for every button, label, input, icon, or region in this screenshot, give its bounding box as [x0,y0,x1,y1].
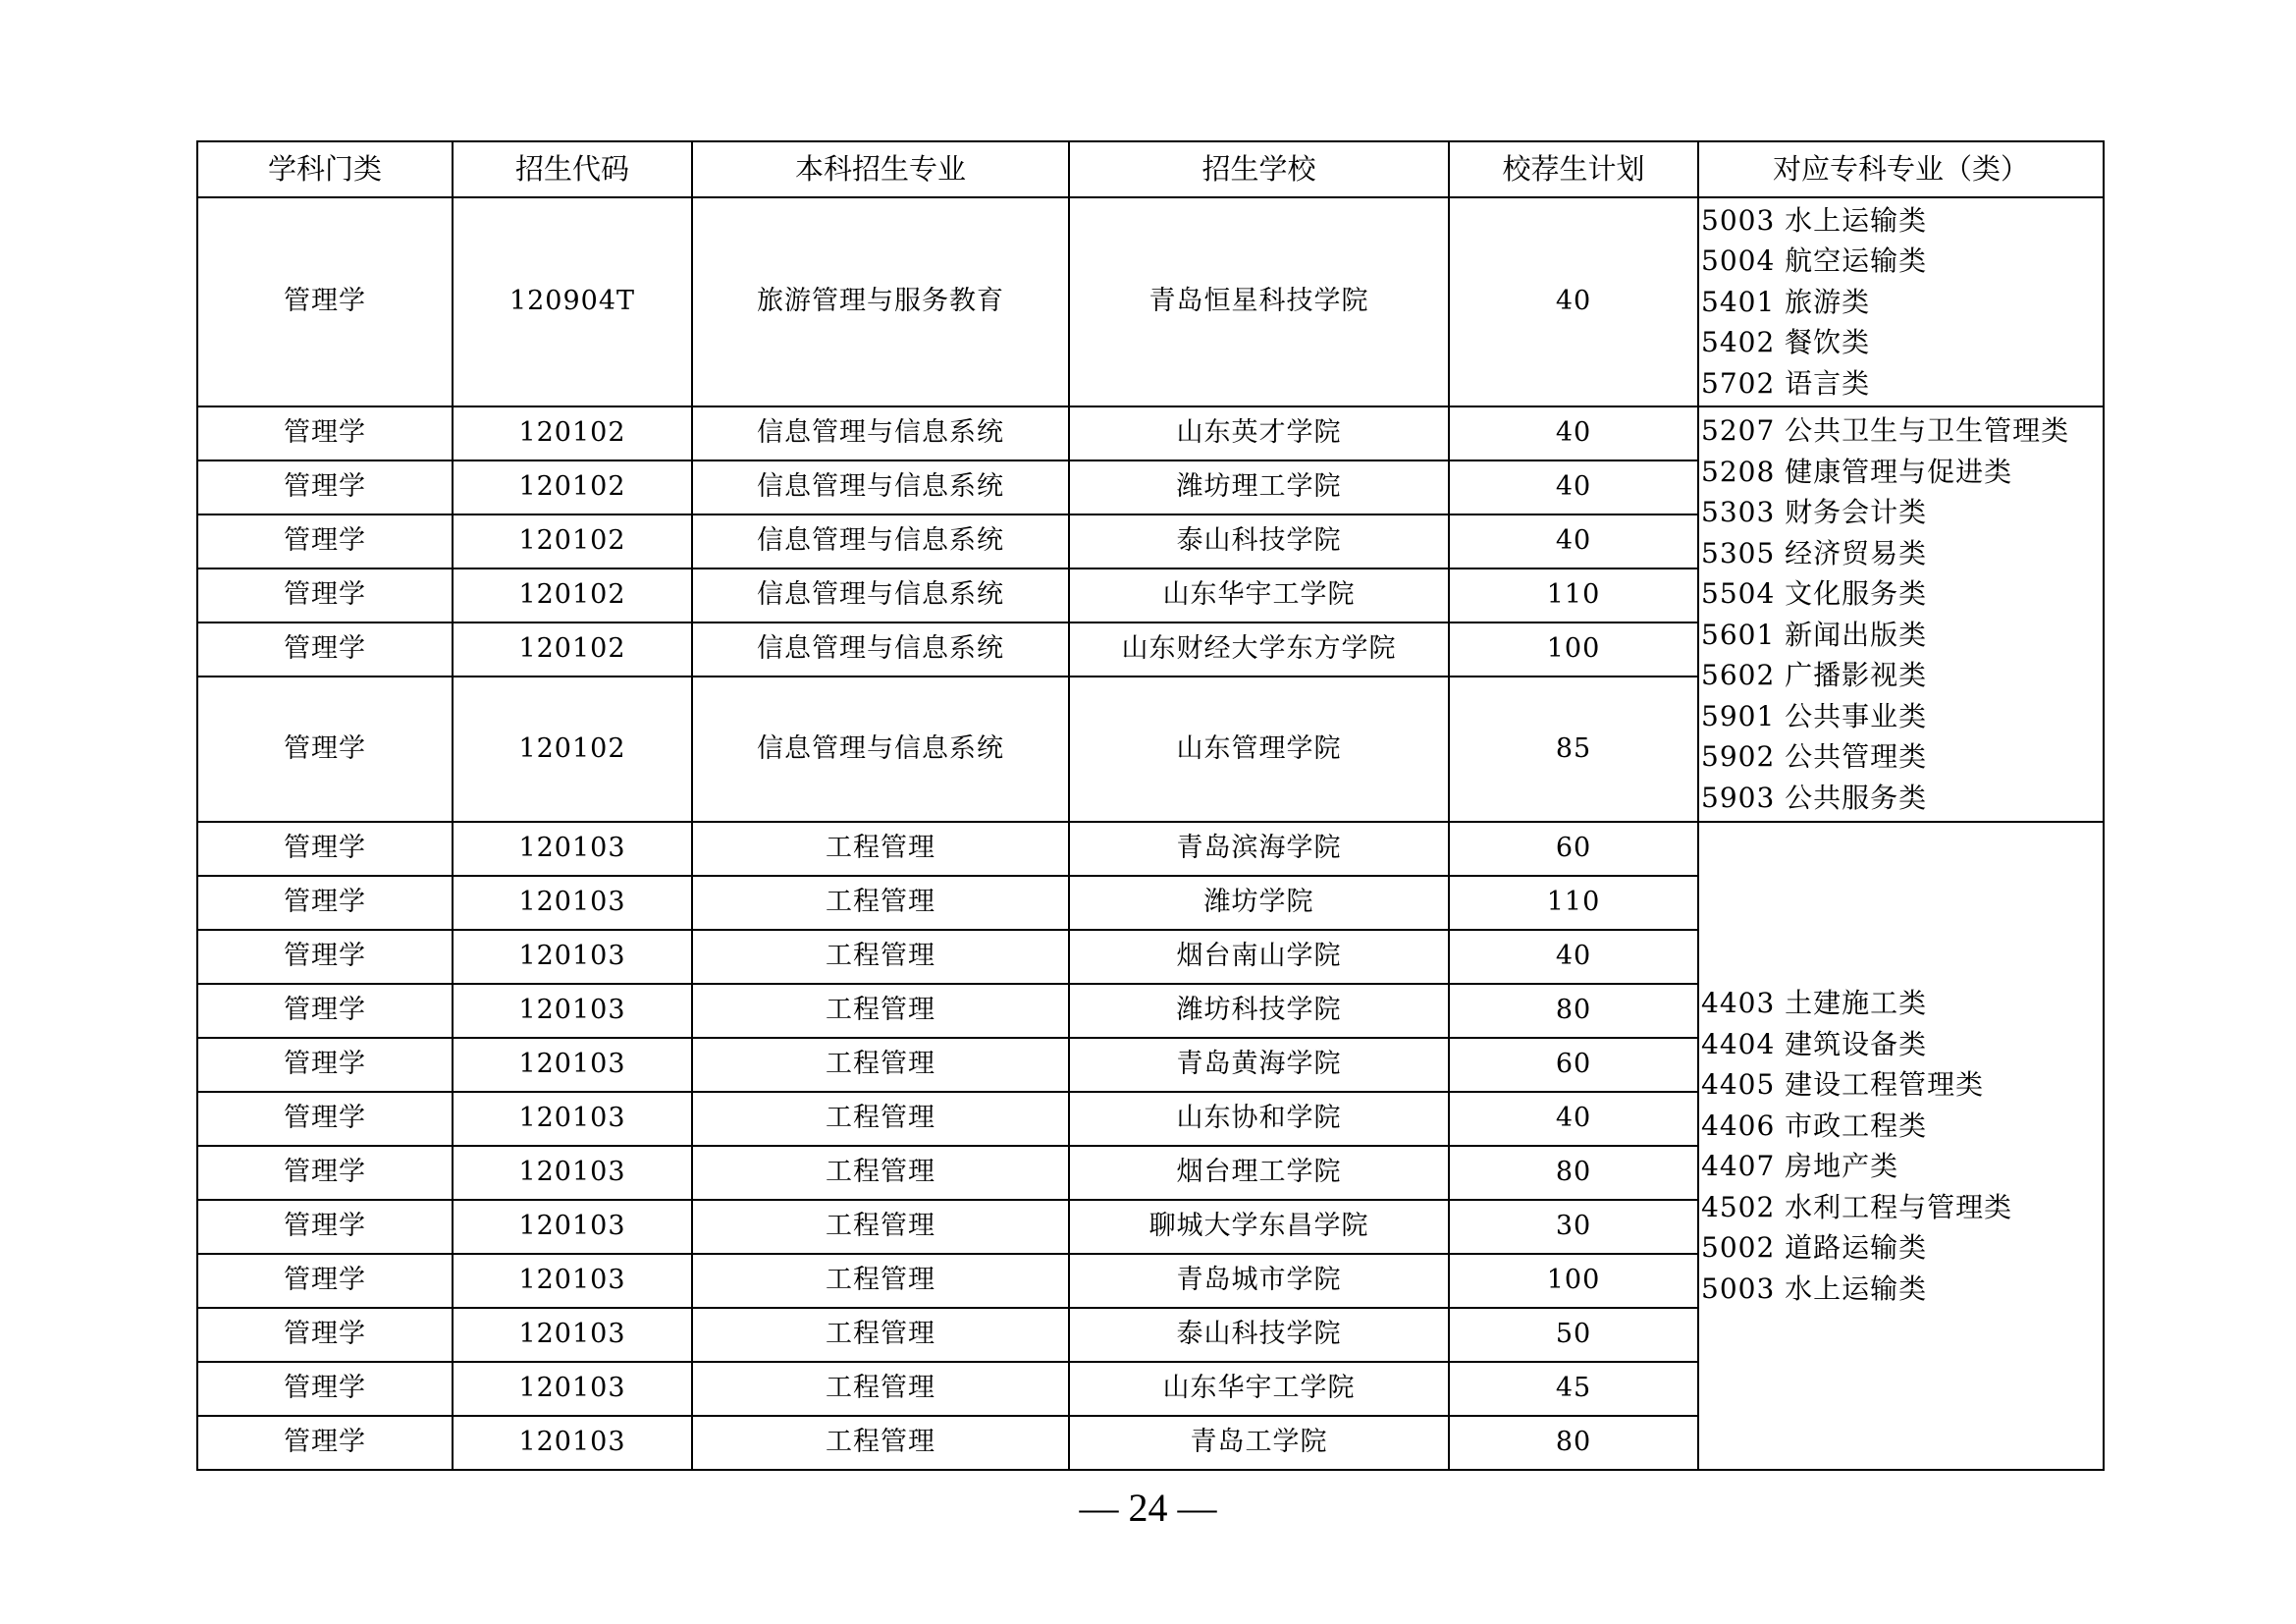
cell-school: 山东华宇工学院 [1069,1362,1449,1416]
cell-school: 山东管理学院 [1069,677,1449,822]
related-major: 5602 广播影视类 [1701,659,1928,691]
cell-major: 旅游管理与服务教育 [692,197,1069,406]
cell-plan: 80 [1449,1146,1698,1200]
cell-school: 聊城大学东昌学院 [1069,1200,1449,1254]
related-major: 5901 公共事业类 [1701,699,1928,732]
related-major: 4407 房地产类 [1701,1150,1899,1182]
cell-plan: 85 [1449,677,1698,822]
cell-category: 管理学 [197,822,453,876]
cell-code: 120102 [453,460,692,514]
header-major: 本科招生专业 [692,141,1069,197]
cell-plan: 40 [1449,514,1698,568]
related-major: 5305 经济贸易类 [1701,536,1928,569]
header-school: 招生学校 [1069,141,1449,197]
cell-school: 潍坊学院 [1069,876,1449,930]
cell-school: 山东英才学院 [1069,406,1449,460]
table-row [197,197,2104,406]
cell-related-majors [1698,406,2104,822]
cell-category: 管理学 [197,197,453,406]
cell-school: 潍坊科技学院 [1069,984,1449,1038]
related-major: 4404 建筑设备类 [1701,1027,1928,1060]
cell-major: 工程管理 [692,1362,1069,1416]
cell-code: 120103 [453,1362,692,1416]
cell-category: 管理学 [197,1362,453,1416]
table-header-row [197,141,2104,197]
cell-school: 山东财经大学东方学院 [1069,623,1449,677]
cell-school: 山东协和学院 [1069,1092,1449,1146]
cell-category: 管理学 [197,930,453,984]
cell-related-majors [1698,822,2104,1470]
related-major: 5903 公共服务类 [1701,781,1928,814]
header-related: 对应专科专业（类） [1698,141,2104,197]
related-major: 5601 新闻出版类 [1701,618,1928,651]
related-major: 5208 健康管理与促进类 [1701,455,2013,488]
cell-plan: 60 [1449,1038,1698,1092]
header-code: 招生代码 [453,141,692,197]
cell-code: 120103 [453,822,692,876]
cell-major: 信息管理与信息系统 [692,677,1069,822]
cell-code: 120103 [453,876,692,930]
table-row [197,406,2104,460]
cell-major: 工程管理 [692,1200,1069,1254]
related-major: 5207 公共卫生与卫生管理类 [1701,414,2070,447]
cell-major: 工程管理 [692,1254,1069,1308]
cell-plan: 80 [1449,984,1698,1038]
cell-major: 信息管理与信息系统 [692,460,1069,514]
cell-plan: 45 [1449,1362,1698,1416]
cell-code: 120103 [453,984,692,1038]
cell-plan: 40 [1449,406,1698,460]
cell-school: 泰山科技学院 [1069,514,1449,568]
cell-category: 管理学 [197,1254,453,1308]
cell-plan: 100 [1449,1254,1698,1308]
cell-major: 工程管理 [692,984,1069,1038]
related-major: 5401 旅游类 [1701,285,1871,318]
related-major: 5902 公共管理类 [1701,740,1928,773]
cell-plan: 110 [1449,568,1698,623]
cell-category: 管理学 [197,1416,453,1470]
enrollment-table [196,140,2105,1471]
cell-code: 120102 [453,568,692,623]
cell-major: 工程管理 [692,822,1069,876]
cell-code: 120102 [453,623,692,677]
cell-major: 工程管理 [692,876,1069,930]
cell-school: 青岛恒星科技学院 [1069,197,1449,406]
cell-major: 工程管理 [692,1092,1069,1146]
cell-category: 管理学 [197,1092,453,1146]
related-major: 5303 财务会计类 [1701,496,1928,528]
cell-category: 管理学 [197,623,453,677]
cell-school: 潍坊理工学院 [1069,460,1449,514]
cell-code: 120103 [453,1092,692,1146]
cell-code: 120102 [453,677,692,822]
header-category: 学科门类 [197,141,453,197]
cell-major: 信息管理与信息系统 [692,623,1069,677]
cell-category: 管理学 [197,1038,453,1092]
cell-category: 管理学 [197,984,453,1038]
related-major: 5702 语言类 [1701,366,1871,400]
cell-category: 管理学 [197,677,453,822]
cell-category: 管理学 [197,406,453,460]
cell-code: 120102 [453,406,692,460]
cell-plan: 50 [1449,1308,1698,1362]
page-number: — 24 — [1079,1486,1217,1530]
related-major: 5003 水上运输类 [1701,1272,1928,1305]
cell-plan: 40 [1449,460,1698,514]
cell-plan: 60 [1449,822,1698,876]
cell-plan: 40 [1449,1092,1698,1146]
cell-major: 工程管理 [692,1416,1069,1470]
cell-category: 管理学 [197,460,453,514]
cell-category: 管理学 [197,568,453,623]
cell-major: 信息管理与信息系统 [692,406,1069,460]
cell-school: 烟台南山学院 [1069,930,1449,984]
cell-related-majors [1698,197,2104,406]
related-major: 5402 餐饮类 [1701,326,1871,359]
cell-plan: 80 [1449,1416,1698,1470]
cell-category: 管理学 [197,514,453,568]
related-major: 5003 水上运输类 [1701,203,1928,237]
cell-major: 信息管理与信息系统 [692,568,1069,623]
cell-code: 120103 [453,1254,692,1308]
cell-category: 管理学 [197,1200,453,1254]
cell-school: 青岛黄海学院 [1069,1038,1449,1092]
cell-school: 泰山科技学院 [1069,1308,1449,1362]
cell-code: 120103 [453,1416,692,1470]
cell-code: 120103 [453,1146,692,1200]
cell-code: 120103 [453,1038,692,1092]
cell-school: 青岛城市学院 [1069,1254,1449,1308]
cell-school: 烟台理工学院 [1069,1146,1449,1200]
related-major: 4403 土建施工类 [1701,987,1928,1019]
cell-plan: 40 [1449,930,1698,984]
related-major: 4405 建设工程管理类 [1701,1068,1985,1101]
cell-code: 120103 [453,1308,692,1362]
cell-code: 120103 [453,930,692,984]
cell-plan: 100 [1449,623,1698,677]
cell-category: 管理学 [197,1308,453,1362]
related-major: 5002 道路运输类 [1701,1231,1928,1264]
cell-major: 工程管理 [692,1308,1069,1362]
related-major: 4502 水利工程与管理类 [1701,1190,2013,1223]
cell-category: 管理学 [197,876,453,930]
cell-school: 青岛工学院 [1069,1416,1449,1470]
related-major: 5004 航空运输类 [1701,244,1928,278]
cell-plan: 110 [1449,876,1698,930]
cell-major: 工程管理 [692,1038,1069,1092]
table-row [197,822,2104,876]
cell-code: 120904T [453,197,692,406]
cell-major: 工程管理 [692,1146,1069,1200]
cell-major: 信息管理与信息系统 [692,514,1069,568]
cell-plan: 40 [1449,197,1698,406]
cell-plan: 30 [1449,1200,1698,1254]
cell-code: 120102 [453,514,692,568]
cell-category: 管理学 [197,1146,453,1200]
related-major: 5504 文化服务类 [1701,577,1928,610]
cell-code: 120103 [453,1200,692,1254]
header-plan: 校荐生计划 [1449,141,1698,197]
related-major: 4406 市政工程类 [1701,1109,1928,1142]
cell-school: 青岛滨海学院 [1069,822,1449,876]
cell-major: 工程管理 [692,930,1069,984]
cell-school: 山东华宇工学院 [1069,568,1449,623]
